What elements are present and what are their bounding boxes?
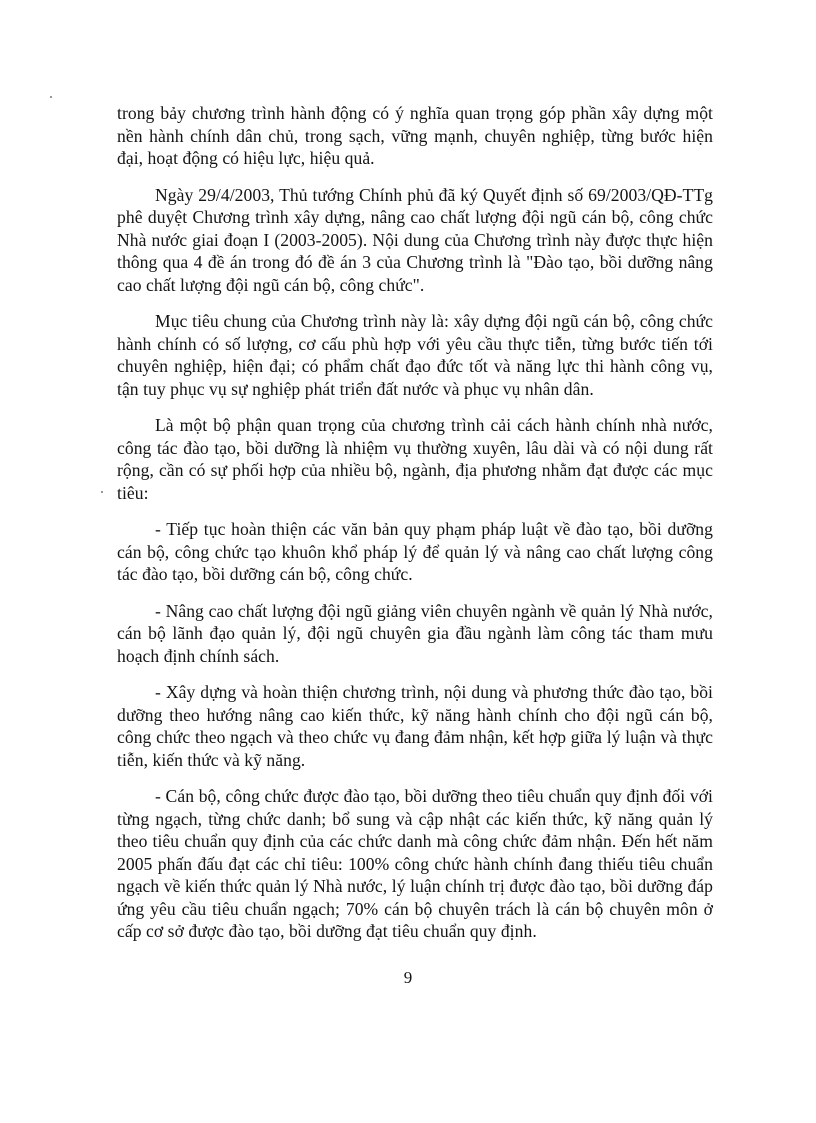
body-text — [117, 102, 713, 943]
page-number: 9 — [403, 968, 413, 987]
paragraph-general-objective: Mục tiêu chung của Chương trình này là: xây dựng đội ngũ cán bộ, công chức hành chính có số lượng, cơ cấu phù hợp với yêu cầu thực tiễn, từng bước tiến tới chuyên nghiệp, hiện đại; có phẩm chất đạo đức tốt và năng lực thi hành công vụ, tận tuy phục vụ sự nghiệp phát triển đất nước và phục vụ nhân dân. — [117, 311, 713, 399]
list-item-lecturer-quality: - Nâng cao chất lượng đội ngũ giảng viên chuyên ngành về quản lý Nhà nước, cán bộ lãnh đạo quản lý, đội ngũ chuyên gia đầu ngành làm công tác tham mưu hoạch định chính sách. — [117, 600, 713, 666]
scan-speck — [101, 491, 103, 493]
paragraph-role: Là một bộ phận quan trọng của chương trình cải cách hành chính nhà nước, công tác đào tạo, bồi dưỡng là nhiệm vụ thường xuyên, lâu dài và có nội dung rất rộng, cần có sự phối hợp của nhiều bộ, ngành, địa phương nhằm đạt được các mục tiêu: — [117, 415, 713, 503]
list-item-training-targets: - Cán bộ, công chức được đào tạo, bồi dưỡng theo tiêu chuẩn quy định đối với từng ngạch, từng chức danh; bổ sung và cập nhật các kiến thức, kỹ năng quản lý theo tiêu chuẩn quy định của các chức danh mà công chức đảm nhận. Đến hết năm 2005 phấn đấu đạt các chỉ tiêu: 100% công chức hành chính đang thiếu tiêu chuẩn ngạch về kiến thức quản lý Nhà nước, lý luận chính trị được đào tạo, bồi dưỡng đáp ứng yêu cầu tiêu chuẩn ngạch; 70% cán bộ chuyên trách là cán bộ chuyên môn ở cấp cơ sở được đào tạo, bồi dưỡng đạt tiêu chuẩn quy định. — [117, 786, 713, 941]
scan-speck — [50, 96, 52, 98]
list-item-legal-framework: - Tiếp tục hoàn thiện các văn bản quy phạm pháp luật về đào tạo, bồi dưỡng cán bộ, công chức tạo khuôn khổ pháp lý để quản lý và nâng cao chất lượng công tác đào tạo, bồi dưỡng cán bộ, công chức. — [117, 519, 713, 584]
paragraph-decision: Ngày 29/4/2003, Thủ tướng Chính phủ đã ký Quyết định số 69/2003/QĐ-TTg phê duyệt Chương trình xây dựng, nâng cao chất lượng đội ngũ cán bộ, công chức Nhà nước giai đoạn I (2003-2005). Nội dung của Chương trình này được thực hiện thông qua 4 đề án trong đó đề án 3 của Chương trình là "Đào tạo, bồi dưỡng nâng cao chất lượng đội ngũ cán bộ, công chức". — [117, 184, 713, 295]
paragraph-intro-continuation: trong bảy chương trình hành động có ý nghĩa quan trọng góp phần xây dựng một nền hành chính dân chủ, trong sạch, vững mạnh, chuyên nghiệp, từng bước hiện đại, hoạt động có hiệu lực, hiệu quả. — [117, 103, 713, 168]
list-item-curriculum: - Xây dựng và hoàn thiện chương trình, nội dung và phương thức đào tạo, bồi dưỡng theo hướng nâng cao kiến thức, kỹ năng hành chính cho đội ngũ cán bộ, công chức theo ngạch và theo chức vụ đang đảm nhận, kết hợp giữa lý luận và thực tiễn, kiến thức và kỹ năng. — [117, 682, 713, 770]
